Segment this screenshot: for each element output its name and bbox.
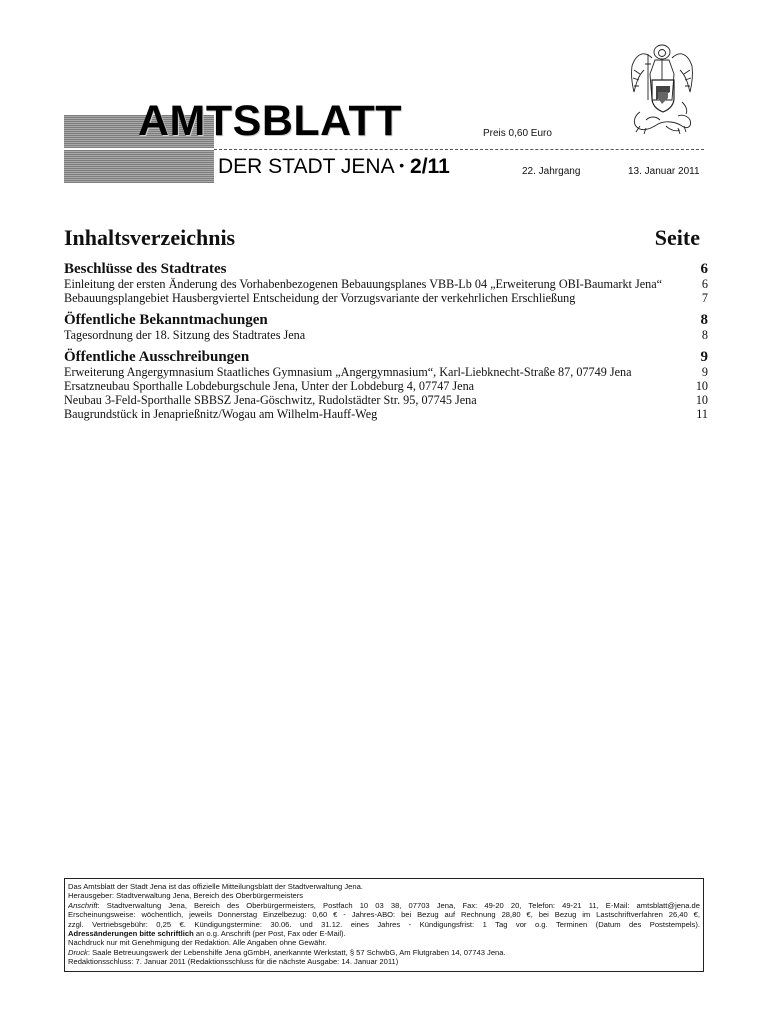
section-page-stadtrat: 6	[700, 261, 708, 277]
impressum-line: Das Amtsblatt der Stadt Jena ist das offizielle Mitteilungsblatt der Stadtverwaltung Jena.	[68, 882, 363, 891]
masthead-subtitle	[218, 151, 450, 181]
toc-entry-page: 8	[701, 328, 708, 342]
impressum-box	[64, 878, 704, 972]
masthead-issue: 2/11	[410, 155, 450, 178]
masthead-gray-bar-bottom	[64, 150, 214, 183]
toc-entry-page: 10	[695, 393, 708, 407]
masthead-city: DER STADT JENA	[218, 155, 394, 178]
toc-entry[interactable]: Bebauungsplangebiet Hausbergviertel Entscheidung der Vorzugsvariante der verkehrlichen Erschließung	[64, 291, 576, 305]
section-title-ausschreibungen: Öffentliche Ausschreibungen	[64, 349, 250, 365]
masthead-title: AMTSBLATT	[138, 97, 403, 145]
section-page-bekanntmachungen: 8	[700, 312, 708, 328]
masthead-bullet: •	[399, 157, 405, 173]
toc-entry[interactable]: Neubau 3-Feld-Sporthalle SBBSZ Jena-Göschwitz, Rudolstädter Str. 95, 07745 Jena	[64, 393, 477, 407]
section-title-bekanntmachungen: Öffentliche Bekanntmachungen	[64, 312, 268, 328]
impressum-line: Herausgeber: Stadtverwaltung Jena, Bereich des Oberbürgermeisters	[68, 891, 304, 901]
toc-page-heading: Seite	[654, 225, 700, 250]
section-title-stadtrat: Beschlüsse des Stadtrates	[64, 261, 227, 277]
toc-entry[interactable]: Einleitung der ersten Änderung des Vorhabenbezogenen Bebauungsplanes VBB-Lb 04 „Erweiterung OBI-Baumarkt Jena“	[64, 277, 663, 291]
impressum-print-text: : Saale Betreuungswerk der Lebenshilfe Jena gGmbH, anerkannte Werkstatt, § 57 SchwbG, Am Flutgraben 14, 07743 Jena.	[87, 947, 506, 957]
impressum-address-change-bold: Adressänderungen bitte schriftlich	[68, 929, 194, 939]
section-page-ausschreibungen: 9	[700, 349, 708, 365]
toc-entry-page: 10	[695, 379, 708, 393]
toc-entry-page: 9	[701, 365, 708, 379]
impressum-address-change	[68, 929, 700, 938]
impressum-address-label: Anschrift	[68, 900, 98, 910]
impressum-address	[68, 901, 700, 910]
toc-entry[interactable]: Baugrundstück in Jenaprießnitz/Wogau am Wilhelm-Hauff-Weg	[64, 407, 378, 421]
impressum-line: Redaktionsschluss: 7. Januar 2011 (Redaktionsschluss für die nächste Ausgabe: 14. Januar 2011)	[68, 957, 399, 967]
impressum-print	[68, 948, 700, 957]
toc-entry-page: 6	[701, 277, 708, 291]
toc-entry-page: 11	[696, 407, 708, 421]
impressum-line: zzgl. Vertriebsgebühr: 0,25 €. Kündigungstermine: 30.06. und 31.12. eines Jahres - Kündigungsfrist: 1 Tag vor o.g. Terminen (Datum des Poststempels).	[68, 919, 700, 929]
impressum-line: Nachdruck nur mit Genehmigung der Redaktion. Alle Angaben ohne Gewähr.	[68, 938, 327, 948]
impressum-line: Erscheinungsweise: wöchentlich, jeweils Donnerstag Einzelbezug: 0,60 € - Jahres-ABO: bei Bezug auf Rechnung 28,80 €, bei Bezug im Lastschriftverfahren 26,40 €,	[68, 910, 700, 920]
toc-entry[interactable]: Erweiterung Angergymnasium Staatliches Gymnasium „Angergymnasium“, Karl-Liebknecht-Straße 87, 07749 Jena	[64, 365, 632, 379]
toc-entry[interactable]: Tagesordnung der 18. Sitzung des Stadtrates Jena	[64, 328, 306, 342]
impressum-address-change-rest: an o.g. Anschrift (per Post, Fax oder E-Mail).	[193, 929, 346, 939]
issue-date: 13. Januar 2011	[628, 166, 700, 177]
toc-entry-page: 7	[701, 291, 708, 305]
impressum-address-text: : Stadtverwaltung Jena, Bereich des Oberbürgermeisters, Postfach 10 03 38, 07703 Jena, Fax: 49-20 20, Telefon: 49-21 11, E-Mail: amtsblatt@jena.de	[97, 900, 700, 910]
impressum-print-label: Druck	[68, 947, 88, 957]
toc-heading: Inhaltsverzeichnis	[64, 225, 236, 250]
volume-label: 22. Jahrgang	[522, 166, 581, 177]
coat-of-arms-icon	[622, 40, 702, 140]
toc-entry[interactable]: Ersatzneubau Sporthalle Lobdeburgschule Jena, Unter der Lobdeburg 4, 07747 Jena	[64, 379, 475, 393]
masthead-divider	[214, 149, 704, 150]
price-label: Preis 0,60 Euro	[483, 128, 552, 139]
